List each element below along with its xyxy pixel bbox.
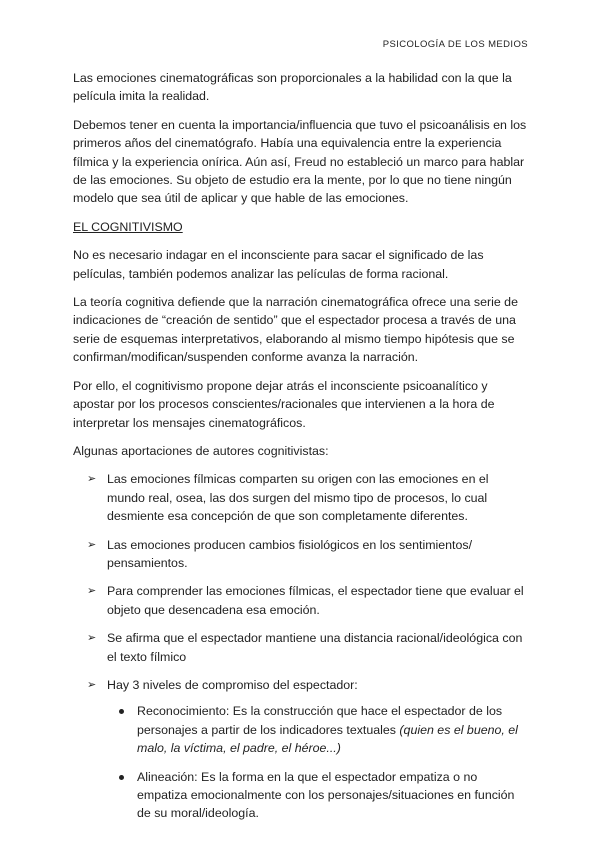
sub-bullet-text: Reconocimiento: Es la construcción que hace el espectador de los personajes a partir de los indicadores textuales	[137, 704, 503, 737]
bullet-list	[73, 470, 529, 823]
page-header-title: PSICOLOGÍA DE LOS MEDIOS	[382, 39, 528, 50]
bullet-item	[73, 629, 529, 666]
paragraph-2: Debemos tener en cuenta la importancia/influencia que tuvo el psicoanálisis en los primeros años del cinematógrafo. Había una equivalencia entre la experiencia fílmica y la experiencia onírica. Aún así, Freud no estableció un marco para hablar de las emociones. Su objeto de estudio era la mente, por lo que no tiene ningún modelo que sea útil de aplicar y que hable de las emociones.	[73, 117, 527, 206]
arrow-bullet-icon: ➢	[87, 678, 97, 691]
sub-bullet-item	[107, 768, 529, 823]
sub-bullet-item	[107, 702, 529, 757]
arrow-bullet-icon: ➢	[87, 632, 97, 645]
arrow-bullet-icon: ➢	[87, 538, 97, 551]
document-body	[73, 69, 529, 833]
sub-bullet-list	[107, 702, 529, 822]
sub-bullet-italic: (quien es el bueno, el malo, la víctima, el padre, el héroe...)	[137, 722, 518, 756]
dot-bullet-icon	[119, 775, 124, 780]
bullet-text: Para comprender las emociones fílmicas, el espectador tiene que evaluar el objeto que desencadena esa emoción.	[107, 584, 524, 617]
arrow-bullet-icon: ➢	[87, 585, 97, 598]
section-heading: EL COGNITIVISMO	[73, 219, 183, 234]
bullet-item	[73, 470, 529, 525]
paragraph-6: Algunas aportaciones de autores cognitivistas:	[73, 443, 329, 458]
dot-bullet-icon	[119, 709, 124, 714]
paragraph-5: Por ello, el cognitivismo propone dejar atrás el inconsciente psicoanalítico y apostar por los procesos conscientes/racionales que intervienen a la hora de interpretar los mensajes cinematográficos.	[73, 378, 495, 430]
paragraph-4: La teoría cognitiva defiende que la narración cinematográfica ofrece una serie de indicaciones de “creación de sentido” que el espectador procesa a través de una serie de esquemas interpretativos, elaborando al mismo tiempo hipótesis que se confirman/modifican/suspenden conforme avanza la narración.	[73, 295, 518, 365]
bullet-text: Las emociones fílmicas comparten su origen con las emociones en el mundo real, osea, las dos surgen del mismo tipo de procesos, lo cual desmiente esa concepción de que son completamente diferentes.	[107, 472, 489, 524]
bullet-item	[73, 582, 529, 619]
bullet-text: Se afirma que el espectador mantiene una distancia racional/ideológica con el texto fílmico	[107, 631, 523, 664]
bullet-text: Las emociones producen cambios fisiológicos en los sentimientos/ pensamientos.	[107, 537, 473, 570]
arrow-bullet-icon: ➢	[87, 473, 97, 486]
paragraph-1: Las emociones cinematográficas son proporcionales a la habilidad con la que la película imita la realidad.	[73, 71, 512, 104]
sub-bullet-text: Alineación: Es la forma en la que el espectador empatiza o no empatiza emocionalmente con los personajes/situaciones en función de su moral/ideología.	[137, 769, 515, 821]
bullet-item	[73, 536, 529, 573]
bullet-item	[73, 676, 529, 823]
bullet-text: Hay 3 niveles de compromiso del espectador:	[107, 677, 358, 692]
paragraph-3: No es necesario indagar en el inconsciente para sacar el significado de las películas, también podemos analizar las películas de forma racional.	[73, 248, 484, 281]
